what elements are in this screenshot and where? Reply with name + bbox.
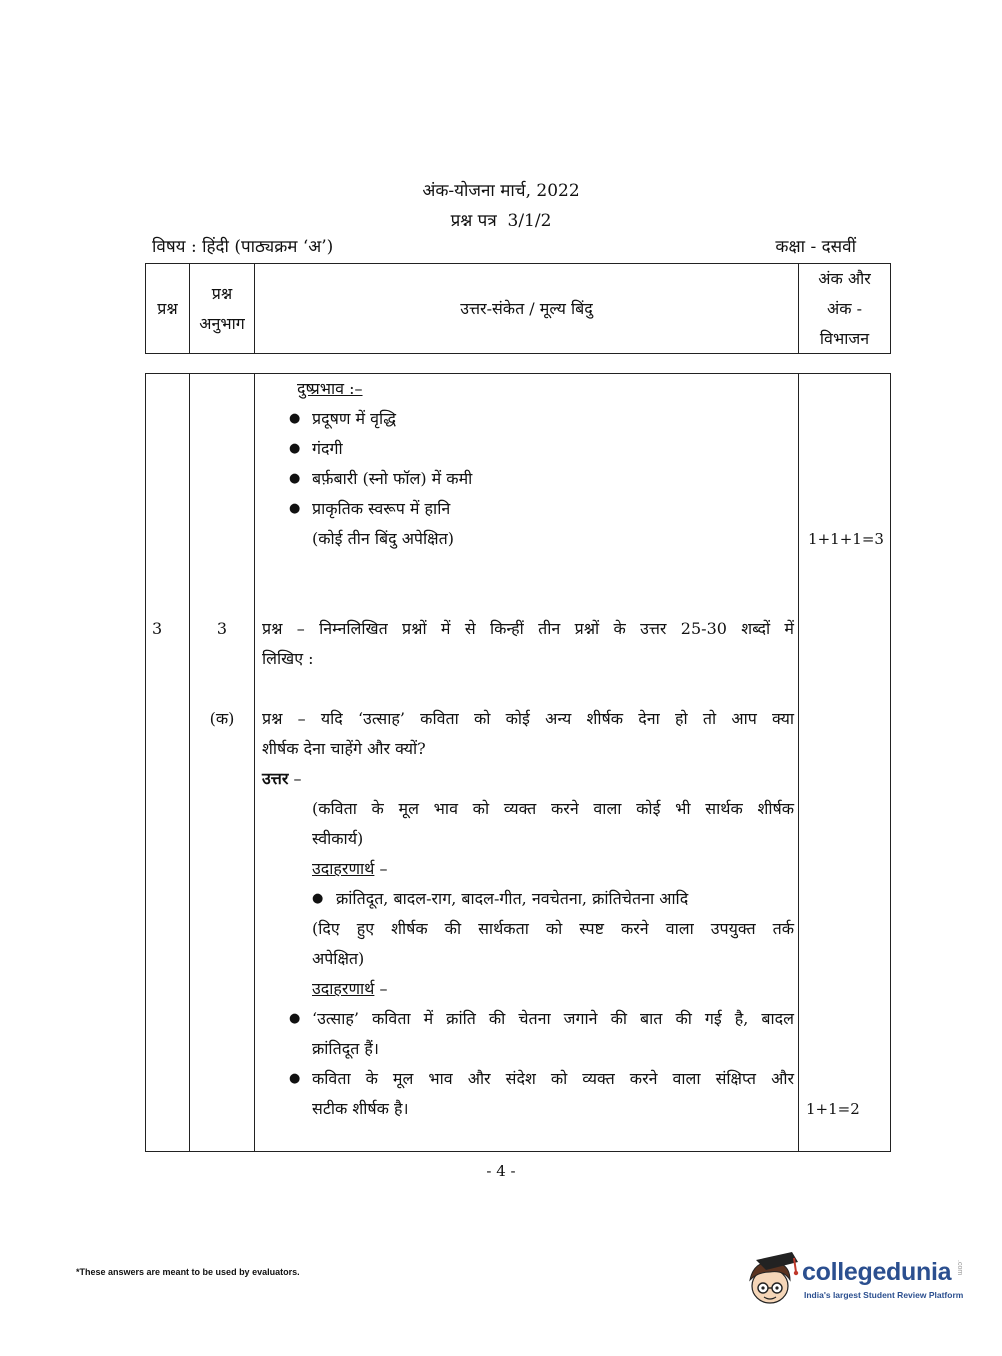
- example-label-row-2: [312, 974, 387, 1004]
- reason-point: कविता के मूल भाव और संदेश को व्यक्त करने वाला संक्षिप्त और: [312, 1069, 794, 1088]
- header-section-label-1: प्रश्न: [211, 283, 233, 303]
- example-dash: –: [379, 979, 388, 998]
- header-marks-label-2: अंक -: [826, 298, 862, 318]
- header-answer-label: उत्तर-संकेत / मूल्य बिंदु: [460, 298, 593, 318]
- sub-question-text-cont: शीर्षक देना चाहेंगे और क्यों?: [262, 739, 426, 758]
- answer-label: उत्तर: [262, 769, 289, 788]
- effect-item: गंदगी: [312, 439, 343, 458]
- collegedunia-logo[interactable]: [744, 1250, 974, 1310]
- subject-row: [152, 234, 856, 260]
- effects-note: (कोई तीन बिंदु अपेक्षित): [312, 529, 454, 548]
- bullet-icon: ●: [289, 471, 301, 486]
- document-title-block: [0, 176, 1002, 236]
- column-divider: [189, 374, 190, 1151]
- bullet-icon: ●: [289, 441, 301, 456]
- subject-label: विषय : हिंदी (पाठ्यक्रम ‘अ’): [152, 237, 334, 257]
- class-label: कक्षा - दसवीं: [775, 237, 856, 257]
- table-header: [145, 263, 891, 354]
- reason-note-cont: अपेक्षित): [312, 949, 365, 968]
- bullet-icon: ●: [289, 1011, 301, 1026]
- bullet-icon: ●: [289, 501, 301, 516]
- reason-note: (दिए हुए शीर्षक की सार्थकता को स्पष्ट करने वाला उपयुक्त तर्क: [312, 919, 794, 938]
- header-marks-col: [799, 264, 890, 353]
- header-question-label: प्रश्न: [157, 298, 178, 318]
- logo-domain: .com: [956, 1260, 963, 1276]
- answer-note: (कविता के मूल भाव को व्यक्त करने वाला कोई भी सार्थक शीर्षक: [312, 799, 794, 818]
- question-section: 3: [216, 619, 228, 638]
- answer-label-row: [262, 764, 301, 794]
- effect-item: प्रदूषण में वृद्धि: [312, 409, 396, 428]
- page-number: - 4 -: [486, 1162, 516, 1180]
- example-label: उदाहरणार्थ: [312, 859, 375, 878]
- sub-question-label: (क): [209, 709, 235, 728]
- student-mascot-icon: [744, 1250, 800, 1308]
- header-section-col: [190, 264, 255, 353]
- reason-point-cont: सटीक शीर्षक है।: [312, 1099, 409, 1118]
- effect-item: प्राकृतिक स्वरूप में हानि: [312, 499, 451, 518]
- example-dash: –: [379, 859, 388, 878]
- question-number: 3: [152, 619, 163, 638]
- header-section-label-2: अनुभाग: [199, 313, 245, 333]
- example-titles: क्रांतिदूत, बादल-राग, बादल-गीत, नवचेतना, क्रांतिचेतना आदि: [336, 889, 689, 908]
- answer-note-cont: स्वीकार्य): [312, 829, 364, 848]
- marking-scheme-title: अंक-योजना मार्च, 2022: [422, 181, 580, 201]
- column-divider: [254, 374, 255, 1151]
- marks-value: 1+1=2: [806, 1100, 860, 1118]
- footer-note: *These answers are meant to be used by evaluators.: [76, 1267, 300, 1277]
- bullet-icon: ●: [289, 411, 301, 426]
- question-text-cont: लिखिए :: [262, 649, 314, 668]
- effects-heading: दुष्प्रभाव :–: [297, 379, 363, 398]
- bullet-icon: ●: [289, 1071, 301, 1086]
- header-marks-label-1: अंक और: [818, 268, 871, 288]
- header-marks-label-3: विभाजन: [819, 328, 870, 348]
- sub-question-text: प्रश्न – यदि ‘उत्साह’ कविता को कोई अन्य शीर्षक देना हो तो आप क्या: [262, 709, 794, 728]
- bullet-icon: ●: [312, 891, 324, 906]
- reason-point: ‘उत्साह’ कविता में क्रांति की चेतना जगाने की बात की गई है, बादल: [312, 1009, 794, 1028]
- header-answer-col: [255, 264, 799, 353]
- example-label-row: [312, 854, 387, 884]
- header-question-col: [146, 264, 190, 353]
- column-divider: [798, 374, 799, 1151]
- logo-tagline: India's largest Student Review Platform: [804, 1290, 964, 1300]
- example-label: उदाहरणार्थ: [312, 979, 375, 998]
- effect-item: बर्फ़बारी (स्नो फॉल) में कमी: [312, 469, 473, 488]
- question-text: प्रश्न – निम्नलिखित प्रश्नों में से किन्हीं तीन प्रश्नों के उत्तर 25-30 शब्दों में: [262, 619, 794, 638]
- answer-table-body: [145, 373, 891, 1152]
- logo-wordmark: collegedunia: [802, 1258, 952, 1286]
- question-paper-code: प्रश्न पत्र 3/1/2: [450, 211, 552, 231]
- reason-point-cont: क्रांतिदूत हैं।: [312, 1039, 379, 1058]
- marks-value: 1+1+1=3: [808, 530, 884, 548]
- answer-dash: –: [293, 769, 302, 788]
